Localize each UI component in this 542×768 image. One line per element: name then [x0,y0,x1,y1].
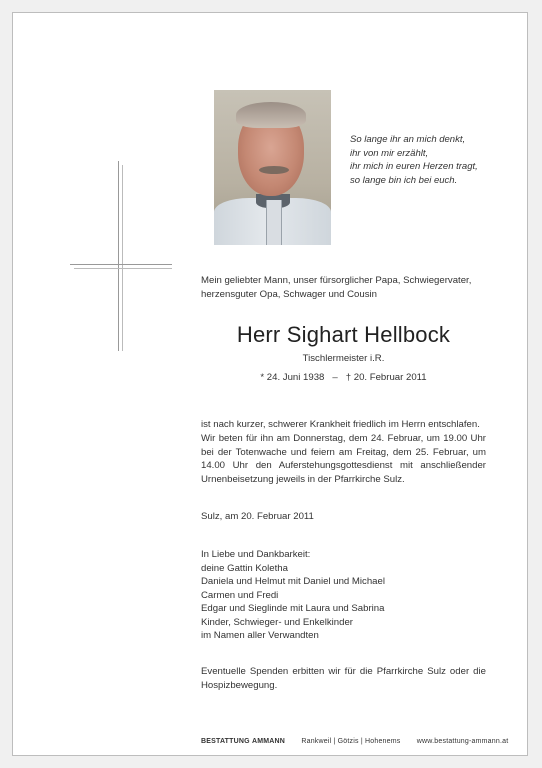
footer [201,738,509,745]
poem-line: so lange bin ich bei euch. [350,174,458,186]
list-item: Daniela und Helmut mit Daniel und Michael [201,576,385,587]
footer-brand-name: AMMANN [251,738,286,745]
date-separator: – [332,372,338,383]
list-item: Edgar und Sieglinde mit Laura und Sabrina [201,603,385,614]
birth-date: * 24. Juni 1938 [260,372,325,383]
intro-text: Mein geliebter Mann, unser fürsorglicher Papa, Schwiegervater, herzensguter Opa, Schwager und Cousin [201,275,472,300]
life-dates [201,372,486,383]
poem-line: ihr von mir erzählt, [350,147,429,159]
poem-line: So lange ihr an mich denkt, [350,134,466,145]
footer-website-link[interactable]: www.bestattung-ammann.at [416,738,509,745]
place-date: Sulz, am 20. Februar 2011 [201,511,314,522]
passed-text: ist nach kurzer, schwerer Krankheit friedlich im Herrn entschlafen. [201,419,480,430]
deceased-profession: Tischlermeister i.R. [302,353,385,364]
poem [350,133,478,187]
footer-brand-prefix: BESTATTUNG [201,738,250,745]
death-date: † 20. Februar 2011 [345,372,427,383]
footer-locations: Rankweil | Götzis | Hohenems [301,738,401,745]
deceased-name: Herr Sighart Hellbock [236,322,451,347]
list-item: In Liebe und Dankbarkeit: [201,549,311,560]
list-item: Kinder, Schwieger- und Enkelkinder [201,616,353,628]
list-item: Carmen und Fredi [201,589,279,601]
service-text: Wir beten für ihn am Donnerstag, dem 24. Februar, um 19.00 Uhr bei der Totenwache und feiern am Freitag, dem 25. Februar, um 14.00 Uhr den Auferstehungsgottesdienst mit anschließender Urnenbeisetzung jeweils in der Pfarrkirche Sulz. [201,433,486,485]
parte-card [12,12,528,756]
mourners-list [201,548,486,643]
portrait-photo [214,90,331,245]
cross-icon [70,161,172,351]
donations-text: Eventuelle Spenden erbitten wir für die Pfarrkirche Sulz oder die Hospizbewegung. [201,666,486,691]
list-item: im Namen aller Verwandten [201,630,319,641]
poem-line: ihr mich in euren Herzen tragt, [350,161,478,172]
list-item: deine Gattin Koletha [201,562,288,574]
